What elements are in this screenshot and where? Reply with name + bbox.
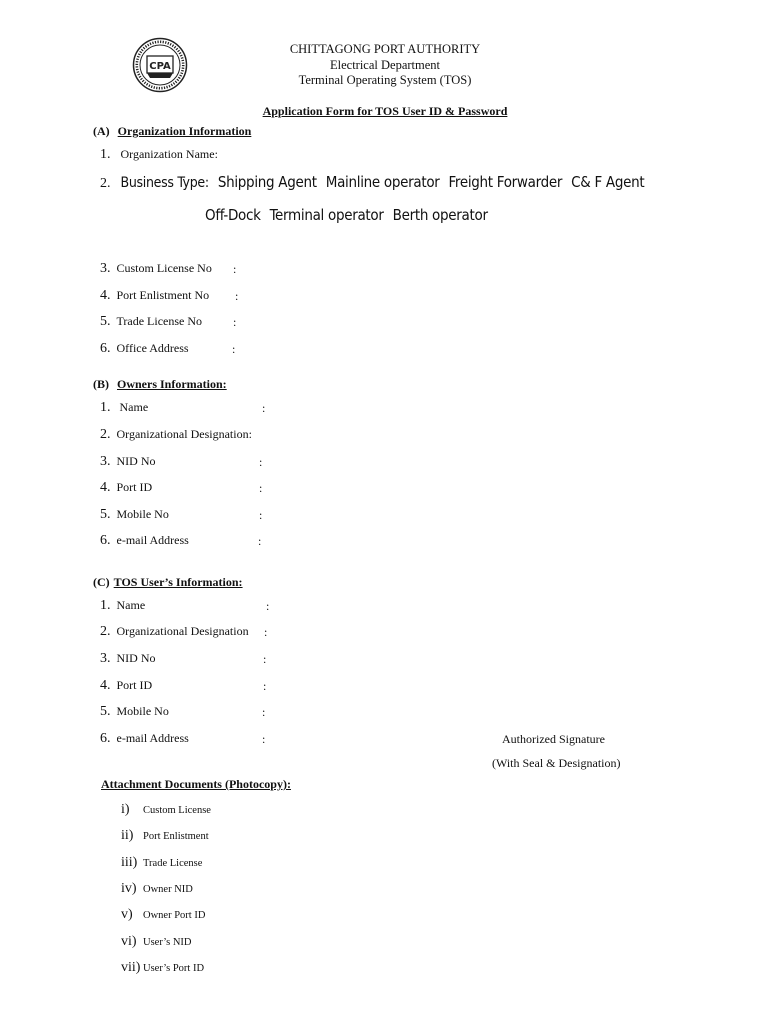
business-type-row: 2. Business Type: Shipping Agent Mainline operator Freight Forwarder C& F Agent: [100, 173, 645, 191]
section-a-heading: (A) Organization Information: [93, 124, 252, 138]
port-enlistment-row: 4. Port Enlistment No: [100, 288, 210, 303]
trade-license-row: 5. Trade License No: [100, 314, 203, 329]
attachment-item: iv) Owner NID: [121, 881, 193, 896]
user-port-id-row: 4. Port ID: [100, 678, 153, 693]
owner-port-id-colon: :: [259, 481, 263, 495]
user-mobile-row: 5. Mobile No: [100, 704, 169, 719]
attachment-item: i) Custom License: [121, 802, 211, 817]
attachments-heading: Attachment Documents (Photocopy):: [101, 777, 291, 791]
owner-name-row: 1. Name: [100, 400, 149, 415]
section-b-heading: (B) Owners Information:: [93, 377, 227, 391]
form-title: Application Form for TOS User ID & Password: [262, 104, 508, 118]
option-cf-agent: C& F Agent: [571, 173, 645, 191]
attachment-item: ii) Port Enlistment: [121, 828, 209, 843]
port-enlistment-colon: :: [235, 289, 239, 303]
owner-email-colon: :: [258, 534, 262, 548]
user-designation-row: 2. Organizational Designation: [100, 624, 249, 639]
department-name: Electrical Department: [329, 58, 440, 72]
owner-port-id-row: 4. Port ID: [100, 480, 153, 495]
attachment-item: vi) User’s NID: [121, 934, 192, 949]
office-address-colon: :: [232, 342, 236, 356]
owner-name-colon: :: [262, 401, 266, 415]
business-type-label: Business Type:: [120, 175, 209, 191]
owner-designation-row: 2. Organizational Designation:: [100, 427, 252, 442]
option-freight-forwarder: Freight Forwarder: [448, 173, 563, 191]
attachment-item: v) Owner Port ID: [121, 907, 206, 922]
user-email-row: 6. e-mail Address: [100, 731, 189, 746]
section-c-heading: (C) TOS User’s Information:: [93, 575, 243, 589]
user-name-colon: :: [266, 599, 270, 613]
attachment-item: iii) Trade License: [121, 855, 203, 870]
owner-mobile-row: 5. Mobile No: [100, 507, 169, 522]
custom-license-row: 3. Custom License No: [100, 261, 212, 276]
option-shipping-agent: Shipping Agent: [217, 173, 317, 191]
authorized-signature: Authorized Signature: [502, 732, 605, 746]
user-name-row: 1. Name: [100, 598, 146, 613]
owner-nid-colon: :: [259, 455, 263, 469]
option-terminal-operator: Terminal operator: [269, 206, 384, 224]
business-type-row-2: [200, 206, 488, 224]
attachment-item: vii) User’s Port ID: [121, 960, 205, 975]
trade-license-colon: :: [233, 315, 237, 329]
svg-text:CPA: CPA: [149, 61, 171, 72]
user-nid-row: 3. NID No: [100, 651, 156, 666]
owner-mobile-colon: :: [259, 508, 263, 522]
option-berth-operator: Berth operator: [392, 206, 488, 224]
user-email-colon: :: [262, 732, 266, 746]
owner-nid-row: 3. NID No: [100, 454, 156, 469]
option-off-dock: Off-Dock: [205, 206, 261, 224]
user-nid-colon: :: [263, 652, 267, 666]
custom-license-colon: :: [233, 262, 237, 276]
office-address-row: 6. Office Address: [100, 341, 189, 356]
owner-email-row: 6. e-mail Address: [100, 533, 189, 548]
user-designation-colon: :: [264, 625, 268, 639]
option-mainline-operator: Mainline operator: [325, 173, 440, 191]
org-name: CHITTAGONG PORT AUTHORITY: [289, 42, 481, 56]
organization-name-row: 1. Organization Name:: [100, 147, 218, 162]
user-port-id-colon: :: [263, 679, 267, 693]
system-name: Terminal Operating System (TOS): [298, 73, 472, 87]
user-mobile-colon: :: [262, 705, 266, 719]
signature-seal-designation: (With Seal & Designation): [492, 756, 621, 770]
